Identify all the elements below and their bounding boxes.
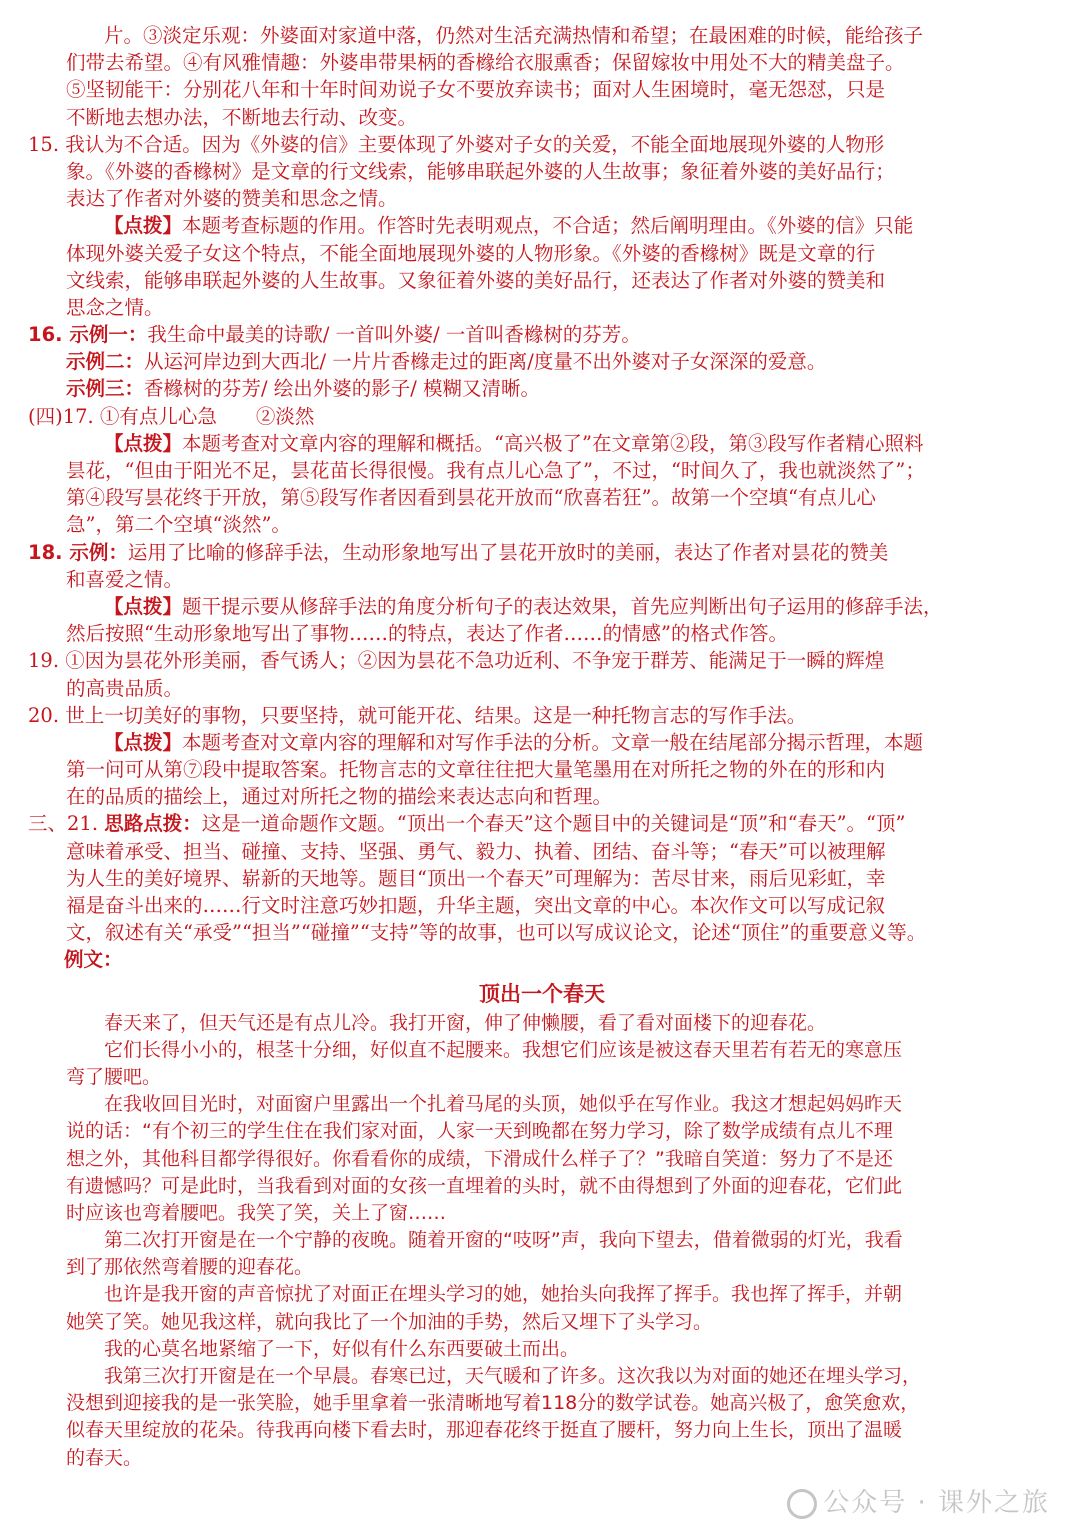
text-line: 文线索，能够串联起外婆的人生故事。又象征着外婆的美好品行，还表达了作者对外婆的赞美和 (66, 268, 886, 292)
idea-label: 思路点拨： (104, 812, 202, 836)
essay-line: 我的心莫名地紧缩了一下，好似有什么东西要破土而出。 (104, 1337, 580, 1360)
hint-text: 本题考查对文章内容的理解和概括。“高兴极了”在文章第②段，第③段写作者精心照料 (182, 431, 924, 455)
example-text: 从运河岸边到大西北/ 一片片香橼走过的距离/度量不出外婆对子女深深的爱意。 (144, 350, 827, 374)
text-line: 福是奋斗出来的……行文时注意巧妙扣题，升华主题，突出文章的中心。本次作文可以写成记叙 (66, 894, 886, 917)
answer-21 (28, 810, 1018, 837)
text-line: 和喜爱之情。 (66, 567, 184, 591)
essay-line: 春天来了，但天气还是有点儿冷。我打开窗，伸了伸懒腰，看了看对面楼下的迎春花。 (104, 1011, 827, 1034)
watermark (787, 1482, 1050, 1519)
essay-line: 想之外，其他科目都学得很好。你看看你的成绩，下滑成什么样子了？”我暗自笑道：努力了不是还 (66, 1147, 893, 1170)
text-line: ⑤坚韧能干：分别花八年和十年时间劝说子女不要放弃读书；面对人生困境时，毫无怨怼，只是 (66, 78, 886, 102)
wechat-logo-icon (787, 1489, 817, 1519)
text-line: 为人生的美好境界、崭新的天地等。题目“顶出一个春天”可理解为：苦尽甘来，雨后见彩虹，幸 (66, 866, 886, 890)
example-label: 示例三： (66, 377, 145, 401)
text-line: 们带去希望。④有风雅情趣：外婆串带果柄的香橼给衣服熏香；保留嫁妆中用处不大的精美盘子。 (66, 51, 905, 75)
answer-document (28, 22, 1018, 1472)
text-line: 意味着承受、担当、碰撞、支持、坚强、勇气、毅力、执着、团结、奋斗等；“春天”可以被理解 (66, 839, 886, 863)
text-line: 片。③淡定乐观：外婆面对家道中落，仍然对生活充满热情和希望；在最困难的时候，能给孩子 (104, 24, 924, 47)
text-line: 在的品质的描绘上，通过对所托之物的描绘来表达志向和哲理。 (66, 785, 613, 809)
essay-title: 顶出一个春天 (479, 981, 605, 1006)
hint-label: 【点拨】 (104, 594, 183, 618)
text-line: 思念之情。 (66, 295, 164, 319)
answer-19: 19. ①因为昙花外形美丽，香气诱人；②因为昙花不急功近利、不争宠于群芳、能满足于一瞬的辉煌 (28, 649, 885, 673)
example-text: 我生命中最美的诗歌/ 一首叫外婆/ 一首叫香橼树的芬芳。 (147, 323, 641, 347)
essay-line: 第二次打开窗是在一个宁静的夜晚。随着开窗的“吱呀”声，我向下望去，借着微弱的灯光，我看 (104, 1229, 903, 1252)
text-line: 的高贵品质。 (66, 676, 184, 700)
example-text: 运用了比喻的修辞手法，生动形象地写出了昙花开放时的美丽，表达了作者对昙花的赞美 (127, 540, 889, 564)
example-label: 16. 示例一： (28, 323, 148, 347)
sample-essay-label: 例文： (64, 948, 123, 972)
essay-line: 在我收回目光时，对面窗户里露出一个扎着马尾的头顶，她似乎在写作业。我这才想起妈妈昨天 (104, 1093, 903, 1116)
text-line: 昙花，“但由于阳光不足，昙花苗长得很慢。我有点儿心急了”，不过，“时间久了，我也就淡然了”； (66, 459, 925, 482)
text-line: 表达了作者对外婆的赞美和思念之情。 (66, 187, 398, 211)
essay-line: 时应该也弯着腰吧。我笑了笑，关上了窗…… (66, 1201, 447, 1224)
essay-line: 她笑了笑。她见我这样，就向我比了一个加油的手势，然后又埋下了头学习。 (66, 1310, 713, 1333)
hint-text: 本题考查对文章内容的理解和对写作手法的分析。文章一般在结尾部分揭示哲理，本题 (182, 730, 924, 754)
text-line: 急”，第二个空填“淡然”。 (66, 513, 291, 537)
text-line: 文，叙述有关“承受”“担当”“碰撞”“支持”等的故事，也可以写成议论文，论述“顶住”的重要意义等。 (66, 921, 927, 945)
example-line (66, 375, 1018, 402)
essay-line: 似春天里绽放的花朵。待我再向楼下看去时，那迎春花终于挺直了腰杆，努力向上生长，顶出了温暖 (66, 1419, 903, 1442)
hint-line (66, 212, 1018, 239)
text-line: 体现外婆关爱子女这个特点，不能全面地展现外婆的人物形象。《外婆的香橼树》既是文章的行 (66, 241, 876, 265)
hint-text: 本题考查标题的作用。作答时先表明观点，不合适；然后阐明理由。《外婆的信》只能 (182, 214, 914, 238)
essay-line: 有遗憾吗？可是此时，当我看到对面的女孩一直埋着的头时，就不由得想到了外面的迎春花，它们此 (66, 1174, 903, 1197)
answer-17: (四)17. ①有点儿心急 ②淡然 (28, 404, 315, 428)
text-line: 象。《外婆的香橼树》是文章的行文线索，能够串联起外婆的人生故事；象征着外婆的美好品行； (66, 159, 895, 183)
essay-line: 到了那依然弯着腰的迎春花。 (66, 1256, 314, 1279)
essay-line: 说的话：“有个初三的学生住在我们家对面，人家一天到晚都在努力学习，除了数学成绩有点儿不理 (66, 1120, 893, 1143)
essay-line: 没想到迎接我的是一张笑脸，她手里拿着一张清晰地写着118分的数学试卷。她高兴极了，愈笑愈欢， (66, 1392, 920, 1415)
hint-line (66, 729, 1018, 756)
watermark-text: 公众号 · 课外之旅 (823, 1488, 1050, 1518)
text-line: 然后按照“生动形象地写出了事物……的特点，表达了作者……的情感”的格式作答。 (66, 622, 788, 646)
hint-line (66, 430, 1018, 457)
example-line (66, 348, 1018, 375)
answer-15: 15. 我认为不合适。因为《外婆的信》主要体现了外婆对子女的关爱，不能全面地展现外婆的人物形 (28, 132, 885, 156)
example-text: 香橼树的芬芳/ 绘出外婆的影子/ 模糊又清晰。 (144, 377, 541, 401)
text-line: 第④段写昙花终于开放，第⑤段写作者因看到昙花开放而“欣喜若狂”。故第一个空填“有点儿心 (66, 486, 876, 510)
sample-essay (66, 1010, 1018, 1472)
text-line: 第一问可从第⑦段中提取答案。托物言志的文章往往把大量笔墨用在对所托之物的外在的形和内 (66, 758, 886, 782)
idea-text: 这是一道命题作文题。“顶出一个春天”这个题目中的关键词是“顶”和“春天”。“顶” (201, 812, 906, 836)
answer-16 (28, 321, 1018, 348)
text-line: 不断地去想办法，不断地去行动、改变。 (66, 105, 418, 129)
hint-text: 题干提示要从修辞手法的角度分析句子的表达效果，首先应判断出句子运用的修辞手法， (182, 594, 943, 618)
answer-18 (28, 539, 1018, 566)
hint-label: 【点拨】 (104, 214, 183, 238)
hint-label: 【点拨】 (104, 431, 183, 455)
essay-line: 它们长得小小的，根茎十分细，好似直不起腰来。我想它们应该是被这春天里若有若无的寒意压 (104, 1038, 903, 1061)
question-number: 三、21. (28, 812, 105, 836)
hint-line (66, 593, 1018, 620)
hint-label: 【点拨】 (104, 730, 183, 754)
essay-line: 也许是我开窗的声音惊扰了对面正在埋头学习的她，她抬头向我挥了挥手。我也挥了挥手，并朝 (104, 1283, 903, 1306)
essay-line: 我第三次打开窗是在一个早晨。春寒已过，天气暖和了许多。这次我以为对面的她还在埋头学习， (104, 1365, 922, 1387)
essay-line: 的春天。 (66, 1446, 143, 1469)
answer-20: 20. 世上一切美好的事物，只要坚持，就可能开花、结果。这是一种托物言志的写作手法。 (28, 703, 807, 727)
example-label: 示例二： (66, 350, 145, 374)
example-label: 18. 示例： (28, 540, 128, 564)
essay-line: 弯了腰吧。 (66, 1065, 162, 1088)
